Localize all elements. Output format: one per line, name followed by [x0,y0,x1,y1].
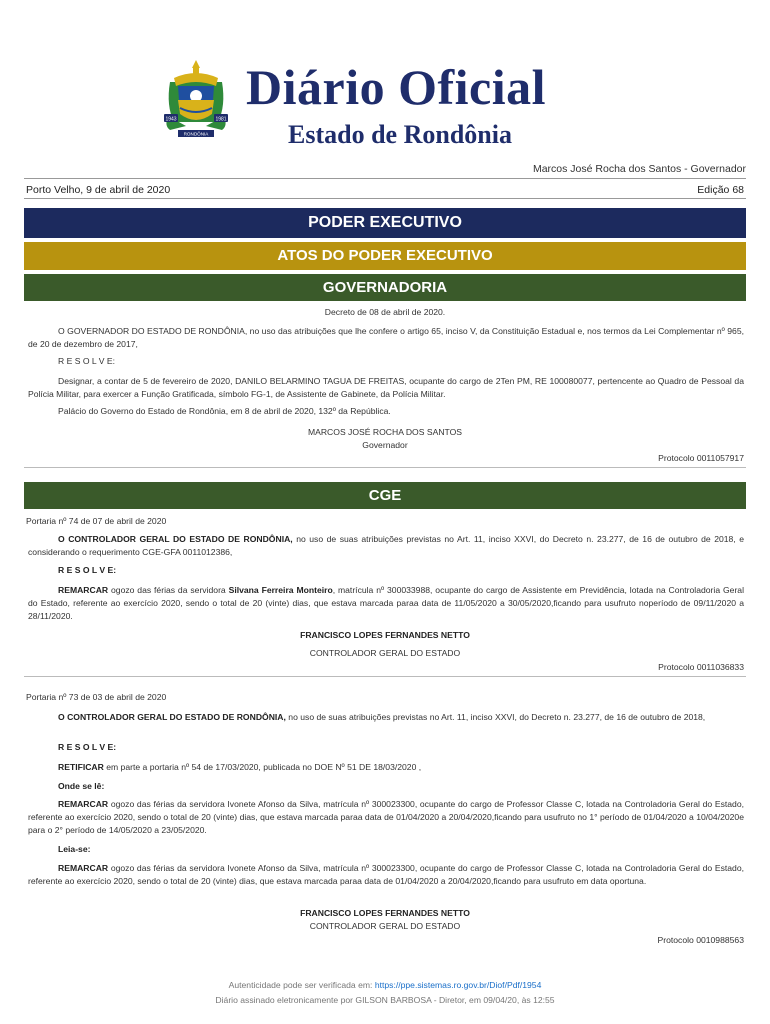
portaria-74-intro-text: no uso de suas atribuições previstas no Art. 11, inciso XXVI, do Decreto n. 23.277, de 16 de outubro de 2018, e considerando o requerimento CGE-GFA 0011012386, [28,534,744,557]
portaria-73-remarcar-2: REMARCAR [58,863,109,873]
portaria-73-signer: FRANCISCO LOPES FERNANDES NETTO [300,908,470,918]
portaria-73-retificar [28,761,744,774]
portaria-74-remarcar: REMARCAR [58,585,109,595]
section-band-atos: ATOS DO PODER EXECUTIVO [24,242,746,270]
newspaper-subtitle: Estado de Rondônia [288,120,512,149]
footer-auth-link[interactable]: https://ppe.sistemas.ro.gov.br/Diof/Pdf/1954 [374,980,542,990]
decreto-body: Designar, a contar de 5 de fevereiro de 2020, DANILO BELARMINO TAGUA DE FREITAS, ocupante do cargo de 2Ten PM, RE 100080077, pertencente ao Quadro de Pessoal da Polícia Militar, para exercer a Função Gratificada, símbolo FG-1, de Assistente de Gabinete, da Polícia Militar. [28,376,744,399]
portaria-74-resolve: R E S O L V E: [58,565,117,575]
decreto-intro: O GOVERNADOR DO ESTADO DE RONDÔNIA, no uso das atribuições que lhe confere o artigo 65, inciso V, da Constituição Estadual e, nos termos da Lei Complementar nº 965, de 20 de dezembro de 2017, [28,326,744,349]
section-band-governadoria: GOVERNADORIA [24,274,746,301]
portaria-73-body-2-text: ogozo das férias da servidora Ivonete Afonso da Silva, matrícula nº 300023300, ocupante do cargo de Professor Classe C, lotada na Controladoria Geral do Estado, referente ao exercício 2020, sendo o total de 20 (vinte) dias, que estava marcada paraa data de 01/04/2020 a 20/04/2020,ficando para usufruto em data oportuna. [28,863,744,886]
portaria-74-body [28,584,744,623]
governor-line: Marcos José Rocha dos Santos - Governador [532,163,746,175]
portaria-74-servidora: Silvana Ferreira Monteiro [228,585,333,595]
section-band-poder-executivo: PODER EXECUTIVO [24,208,746,238]
portaria-73-retificar-text: em parte a portaria nº 54 de 17/03/2020, publicada no DOE Nº 51 DE 18/03/2020 , [103,762,422,772]
portaria-73-body-2 [28,862,744,888]
portaria-74-signer: FRANCISCO LOPES FERNANDES NETTO [300,630,470,640]
footer-signed: Diário assinado eletronicamente por GILSON BARBOSA - Diretor, em 09/04/20, às 12:55 [215,995,555,1005]
decreto-protocol: Protocolo 0011057917 [658,453,744,463]
portaria-73-intro-text: no uso de suas atribuições previstas no Art. 11, inciso XXVI, do Decreto n. 23.277, de 16 de outubro de 2018, [285,712,706,722]
place-date: Porto Velho, 9 de abril de 2020 [26,184,171,196]
portaria-74-body-b: , matrícula nº 300033988, ocupante do cargo de Assistente em Previdência, lotada na Controladoria Geral do Estado, referente ao exercício 2020, sendo o total de 20 (vinte) dias, que estava marcada paraa data de 11/05/2020 a 30/05/2020,ficando para usufruto noperíodo de 09/11/2020 a 28/11/2020. [28,585,744,621]
crest-year-right: 1981 [215,116,227,123]
portaria-74-role: CONTROLADOR GERAL DO ESTADO [309,648,461,658]
portaria-73-role: CONTROLADOR GERAL DO ESTADO [309,921,461,931]
portaria-73-resolve: R E S O L V E: [58,742,117,752]
portaria-74-protocol: Protocolo 0011036833 [658,662,744,672]
portaria-73-remarcar-1: REMARCAR [58,799,109,809]
portaria-73-body-1-text: ogozo das férias da servidora Ivonete Afonso da Silva, matrícula nº 300023300, ocupante do cargo de Professor Classe C, lotada na Controladoria Geral do Estado, referente ao exercício 2020, sendo o total de 20 (vinte) dias, que estava marcada paraa data de 01/04/2020 a 20/04/2020,ficando para usufruto no 1° período de 01/04/2020 a 10/04/2020e para o 2° período de 14/05/2020 a 23/05/2020. [28,799,744,835]
portaria-73-intro-bold: O CONTROLADOR GERAL DO ESTADO DE RONDÔNIA, [58,712,286,722]
portaria-73-title: Portaria nº 73 de 03 de abril de 2020 [26,692,167,702]
portaria-73-protocol: Protocolo 0010988563 [657,935,744,945]
section-divider [24,676,746,677]
decreto-resolve: R E S O L V E: [58,356,115,366]
section-divider [24,467,746,468]
decreto-closing: Palácio do Governo do Estado de Rondônia, em 8 de abril de 2020, 132º da República. [58,406,391,416]
decreto-role: Governador [362,440,408,450]
portaria-73-onde: Onde se lê: [58,781,105,791]
section-band-cge: CGE [24,482,746,509]
footer-auth [0,980,770,990]
decreto-signer: MARCOS JOSÉ ROCHA DOS SANTOS [307,427,463,437]
portaria-73-leia: Leia-se: [58,844,91,854]
header-divider-bottom [24,198,746,199]
state-crest-icon [160,56,232,148]
portaria-74-title: Portaria nº 74 de 07 de abril de 2020 [26,516,167,526]
newspaper-title: Diário Oficial [246,59,546,115]
masthead [0,52,770,162]
header-divider [24,178,746,179]
portaria-74-intro [28,533,744,559]
portaria-73-retificar-bold: RETIFICAR [58,762,104,772]
portaria-73-intro [28,711,744,724]
crest-banner: RONDÔNIA [183,131,209,137]
edition-number: Edição 68 [697,184,744,196]
portaria-74-body-a: ogozo das férias da servidora [108,585,229,595]
footer-auth-label: Autenticidade pode ser verificada em: [228,980,375,990]
decreto-title: Decreto de 08 de abril de 2020. [324,307,446,317]
portaria-73-body-1 [28,798,744,837]
portaria-74-intro-bold: O CONTROLADOR GERAL DO ESTADO DE RONDÔNIA, [58,534,293,544]
crest-year-left: 1943 [165,116,177,123]
